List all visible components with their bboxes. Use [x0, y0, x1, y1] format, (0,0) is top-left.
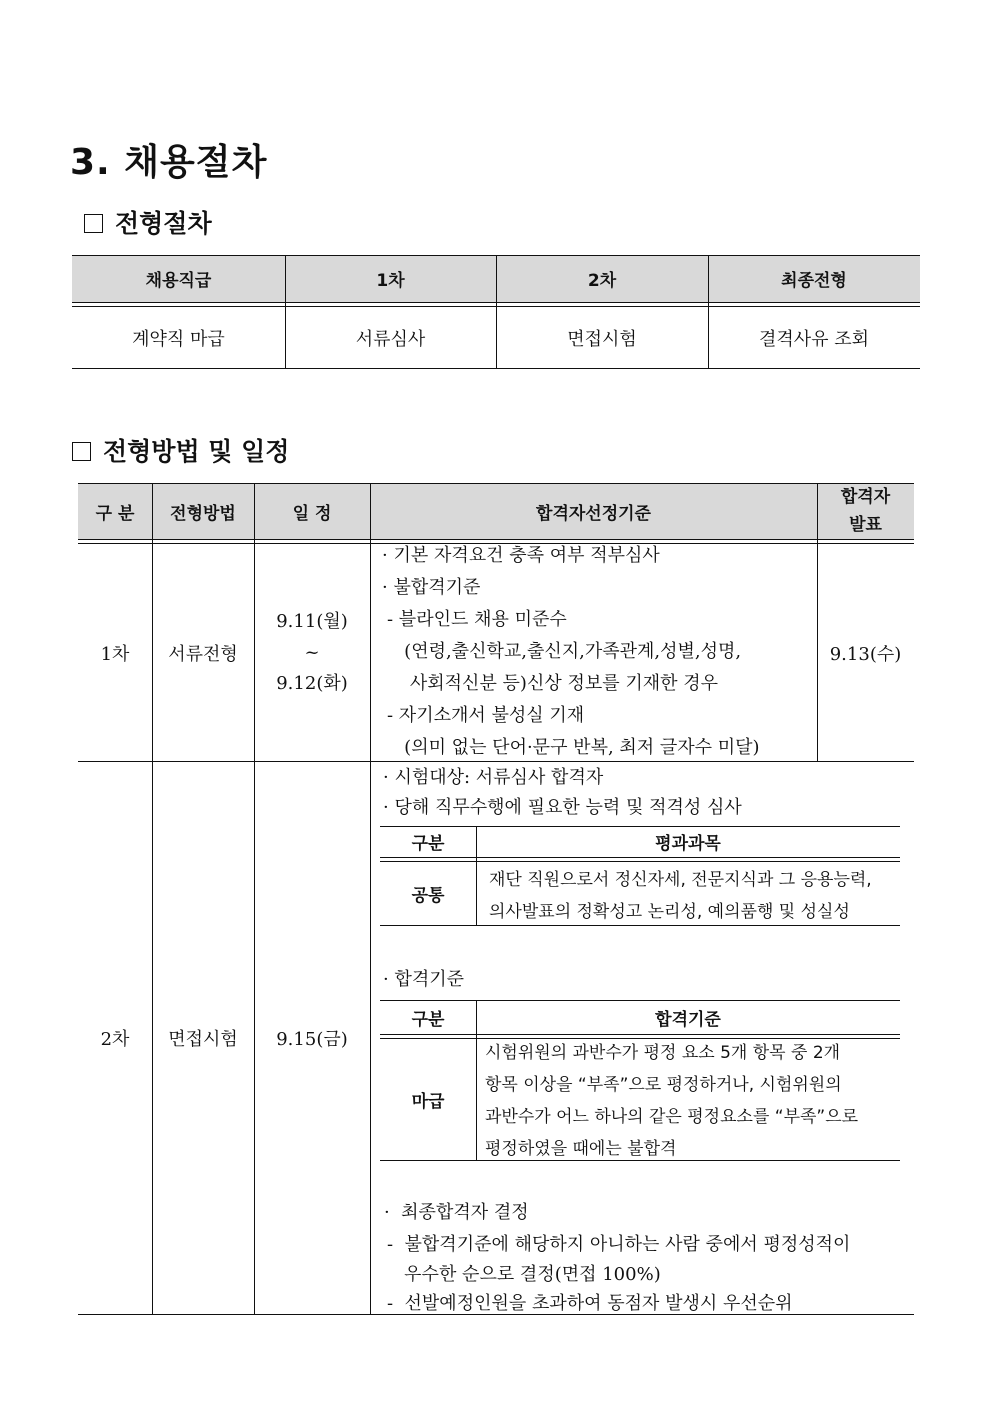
eval-subject-line: 재단 직원으로서 정신자세, 전문지식과 그 응용능력,: [489, 870, 872, 890]
eval-header-category: 구분: [411, 834, 445, 854]
row2-category: 2차: [100, 1029, 130, 1050]
cell-stage2: 면접시험: [567, 328, 637, 350]
header-cell-criteria: 합격자선정기준: [536, 503, 651, 524]
final-decision-line: 우수한 순으로 결정(면접 100%): [387, 1264, 661, 1285]
row2-intro-line: · 시험대상: 서류심사 합격자: [383, 767, 604, 788]
header-cell-method: 전형방법: [170, 503, 236, 524]
column-divider: [370, 483, 371, 1315]
pass-header-criteria: 합격기준: [655, 1009, 721, 1030]
checkbox-square-icon: [84, 214, 103, 233]
row1-announce: 9.13(수): [829, 643, 902, 665]
row1-method: 서류전형: [168, 643, 238, 665]
pass-criteria-line: 과반수가 어느 하나의 같은 평정요소를 “부족”으로: [485, 1107, 859, 1127]
eval-subject-line: 의사발표의 정확성고 논리성, 예의품행 및 성실성: [489, 902, 850, 922]
table-bottom-rule: [72, 368, 920, 369]
final-decision-line: · 최종합격자 결정: [384, 1202, 529, 1223]
pass-criteria-line: 시험위원의 과반수가 평정 요소 5개 항목 중 2개: [485, 1043, 841, 1063]
header-cell-stage2: 2차: [587, 271, 617, 291]
row2-intro-line: · 당해 직무수행에 필요한 능력 및 적격성 심사: [383, 797, 742, 818]
row1-criteria-line: (연령,출신학교,출신지,가족관계,성별,성명,: [387, 641, 742, 662]
pass-label-grade: 마급: [411, 1091, 445, 1112]
header-announce-line2: 발표: [849, 515, 882, 535]
row1-date-end: 9.12(화): [276, 673, 348, 694]
header-cell-announce: [817, 483, 914, 539]
row2-schedule: 9.15(금): [276, 1029, 348, 1050]
row1-date-sep: ~: [304, 642, 320, 663]
section-title-method: [72, 432, 289, 468]
cell-position: 계약직 마급: [132, 328, 225, 350]
checkbox-square-icon: [72, 442, 91, 461]
row1-schedule: [254, 544, 370, 761]
row1-criteria-line: - 자기소개서 불성실 기재: [387, 705, 585, 726]
section-title-method-text: 전형방법 및 일정: [103, 437, 290, 466]
eval-table-bottom: [380, 925, 900, 926]
pass-table-rule: [380, 1034, 900, 1035]
header-cell-stage1: 1차: [376, 271, 405, 291]
header-cell-schedule: 일 정: [292, 503, 332, 524]
cell-stage1: 서류심사: [355, 328, 426, 350]
pass-criteria-line: 평정하였을 때에는 불합격: [485, 1139, 677, 1159]
procedure-table: [72, 255, 920, 369]
eval-table-rule: [380, 857, 900, 858]
header-cell-final: 최종전형: [781, 271, 847, 291]
section-title-procedure: [84, 204, 212, 240]
eval-label-common: 공통: [411, 885, 445, 906]
eval-header-subject: 평과과목: [655, 834, 721, 854]
pass-criteria-line: 항목 이상을 “부족”으로 평정하거나, 시험위원의: [485, 1075, 842, 1095]
row1-criteria-line: 사회적신분 등)신상 정보를 기재한 경우: [387, 673, 719, 694]
pass-header-category: 구분: [411, 1009, 445, 1030]
header-cell-category: 구 분: [95, 503, 135, 524]
method-schedule-table: [78, 483, 914, 1315]
section-title-procedure-text: 전형절차: [115, 209, 212, 238]
pass-criteria-title: · 합격기준: [383, 969, 464, 990]
page-title: 3. 채용절차: [70, 142, 268, 183]
pass-table-bottom: [380, 1160, 900, 1161]
row1-criteria-line: (의미 없는 단어·문구 반복, 최저 글자수 미달): [387, 737, 760, 758]
header-announce-line1: 합격자: [840, 487, 891, 507]
row1-criteria-line: · 기본 자격요건 충족 여부 적부심사: [382, 545, 660, 566]
row1-criteria-line: · 불합격기준: [382, 577, 481, 598]
row2-method: 면접시험: [168, 1029, 238, 1050]
cell-final: 결격사유 조회: [758, 328, 870, 350]
row1-date-start: 9.11(월): [276, 611, 348, 632]
row1-category: 1차: [100, 643, 130, 665]
header-cell-position: 채용직급: [145, 271, 212, 291]
row1-criteria-line: - 블라인드 채용 미준수: [387, 609, 567, 630]
final-decision-line: - 불합격기준에 해당하지 아니하는 사람 중에서 평정성적이: [387, 1234, 851, 1255]
final-decision-line: - 선발예정인원을 초과하여 동점자 발생시 우선순위: [387, 1293, 793, 1314]
